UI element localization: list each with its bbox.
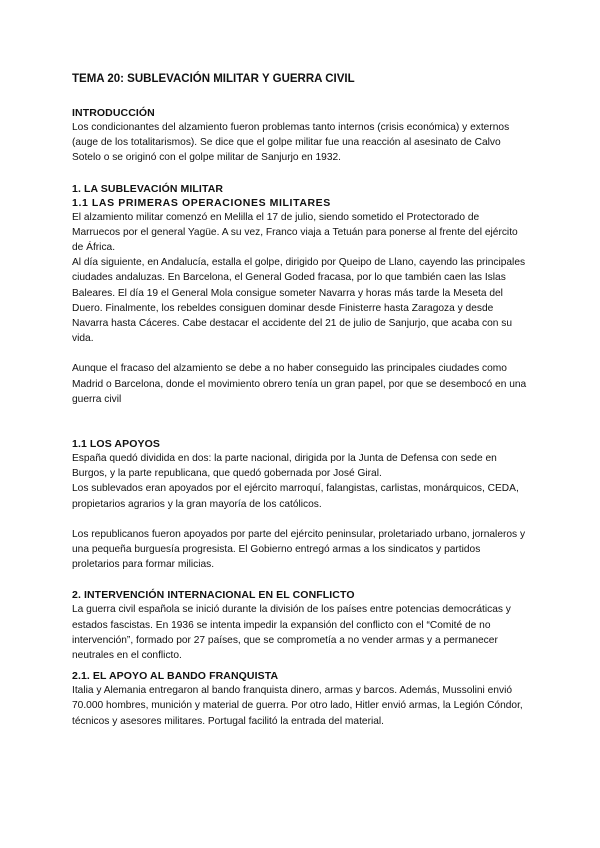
section-1-paragraph: Aunque el fracaso del alzamiento se debe a no haber conseguido las principales ciudades como Madrid o Barcelona, donde el movimiento obrero tenía un gran papel, por que se desembocó en una guerra civil — [72, 363, 527, 405]
intro-paragraph: Los condicionantes del alzamiento fueron problemas tanto internos (crisis económica) y externos (auge de los totalitarismos). Se dice que el golpe militar fue una reacción al asesinato de Calvo Sotelo o se originó con el golpe militar de Sanjurjo en 1932. — [72, 122, 510, 164]
section-1-1-heading: 1.1 LAS PRIMERAS OPERACIONES MILITARES — [72, 196, 331, 209]
section-2-paragraph: La guerra civil española se inició durante la división de los países entre potencias democráticas y estados fascistas. En 1936 se intenta impedir la expansión del conflicto con el “Comité de no intervención”, formado por 27 países, que se comprometía a no vender armas y a permanecer neutrales en el conflicto. — [72, 604, 511, 662]
page-title: TEMA 20: SUBLEVACIÓN MILITAR Y GUERRA CIVIL — [72, 73, 355, 85]
section-1-paragraph: El alzamiento militar comenzó en Melilla el 17 de julio, siendo sometido el Protectorado de Marruecos por el general Yagüe. A su vez, Franco viaja a Tetuán para ponerse al frente del ejército de África. — [72, 211, 518, 254]
apoyos-paragraph: Los republicanos fueron apoyados por parte del ejército peninsular, proletariado urbano, jornaleros y una pequeña burguesía progresista. El Gobierno entregó armas a los sindicatos y partidos proletarios para formar milicias. — [72, 528, 526, 571]
section-1-heading: 1. LA SUBLEVACIÓN MILITAR — [72, 182, 224, 195]
apoyos-paragraph: Los sublevados eran apoyados por el ejército marroquí, falangistas, carlistas, monárquicos, CEDA, propietarios agrarios y la gran mayoría de los católicos. — [72, 483, 519, 510]
section-2-1-heading: 2.1. EL APOYO AL BANDO FRANQUISTA — [72, 670, 279, 683]
intro-heading: INTRODUCCIÓN — [72, 107, 155, 119]
section-2-heading: 2. INTERVENCIÓN INTERNACIONAL EN EL CONFLICTO — [72, 589, 355, 602]
section-1-paragraph: Al día siguiente, en Andalucía, estalla el golpe, dirigido por Queipo de Llano, cayendo las principales ciudades andaluzas. En Barcelona, el General Goded fracasa, por lo que también caen las Islas Baleares. El día 19 el General Mola consigue someter Navarra y horas más tarde la Meseta del Duero. Finalmente, los rebeldes consiguen dominar desde Finisterre hasta Zaragoza y desde Navarra hasta Cáceres. Cabe destacar el accidente del 21 de julio de Sanjurjo, que acaba con su vida. — [72, 257, 526, 345]
section-2-1-paragraph: Italia y Alemania entregaron al bando franquista dinero, armas y barcos. Además, Mussolini envió 70.000 hombres, munición y material de guerra. Por otro lado, Hitler envió armas, la Legión Cóndor, técnicos y asesores militares. Portugal facilitó la entrada del material. — [72, 685, 523, 727]
apoyos-paragraph: España quedó dividida en dos: la parte nacional, dirigida por la Junta de Defensa con sede en Burgos, y la parte republicana, que quedó gobernada por José Giral. — [72, 453, 497, 480]
apoyos-heading: 1.1 LOS APOYOS — [72, 438, 160, 451]
